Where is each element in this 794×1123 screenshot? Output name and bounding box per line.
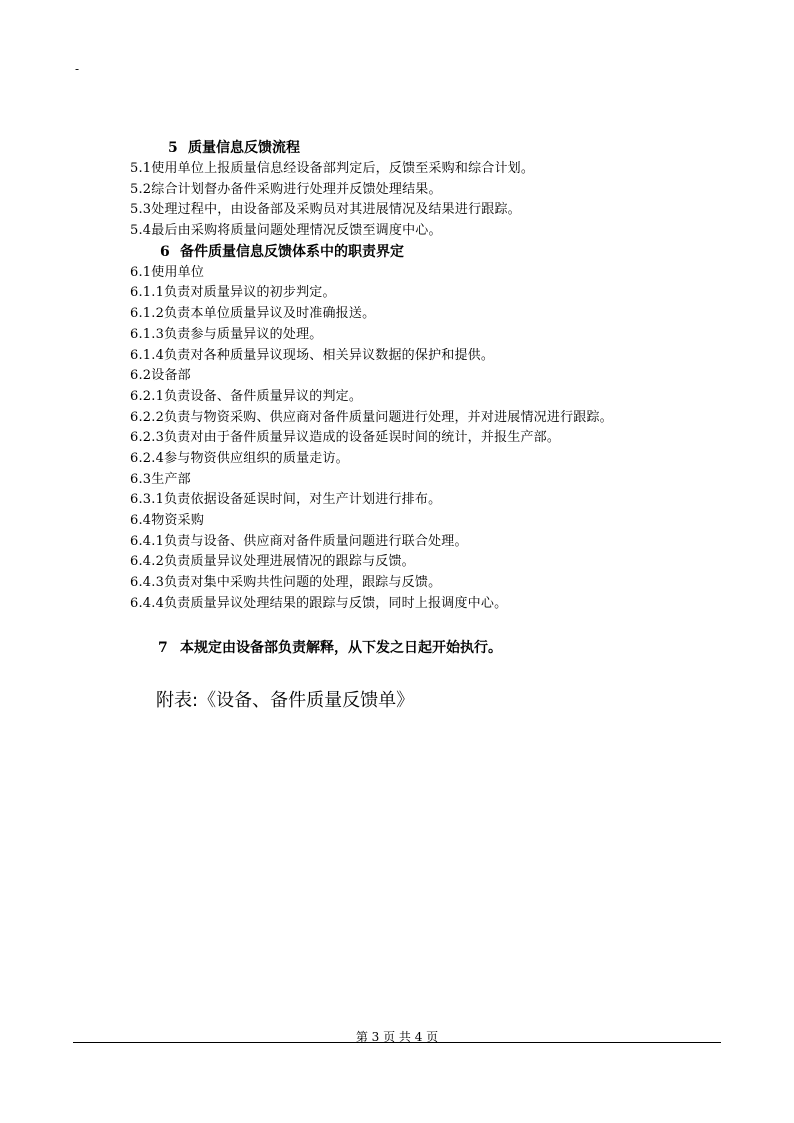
section-6-list <box>130 263 730 615</box>
list-item: 6.1.4负责对各种质量异议现场、相关异议数据的保护和提供。 <box>130 347 495 363</box>
list-item: 5.3处理过程中，由设备部及采购员对其进展情况及结果进行跟踪。 <box>130 202 521 218</box>
appendix-reference: 附表:《设备、备件质量反馈单》 <box>156 690 415 711</box>
section-number: 7 <box>158 640 168 656</box>
page-mark: - <box>75 62 80 76</box>
page-number-footer: 第 3 页 共 4 页 <box>355 1030 439 1044</box>
section-title: 备件质量信息反馈体系中的职责界定 <box>180 243 404 260</box>
list-item: 6.4.3负责对集中采购共性问题的处理，跟踪与反馈。 <box>130 575 442 591</box>
list-item: 5.4最后由采购将质量问题处理情况反馈至调度中心。 <box>130 223 442 239</box>
section-5-heading <box>130 138 730 159</box>
section-title: 质量信息反馈流程 <box>188 140 300 156</box>
list-item: 6.3.1负责依据设备延误时间，对生产计划进行排布。 <box>130 492 442 508</box>
list-item: 6.4.1负责与设备、供应商对备件质量问题进行联合处理。 <box>130 533 468 549</box>
list-item: 6.4物资采购 <box>130 513 205 528</box>
list-item: 6.2.1负责设备、备件质量异议的判定。 <box>130 388 363 404</box>
list-item: 6.2设备部 <box>130 368 191 384</box>
list-item: 6.1.3负责参与质量异议的处理。 <box>130 326 323 342</box>
section-number: 5 <box>168 140 178 156</box>
list-item: 6.2.3负责对由于备件质量异议造成的设备延误时间的统计，并报生产部。 <box>130 430 561 446</box>
list-item: 6.4.4负责质量异议处理结果的跟踪与反馈，同时上报调度中心。 <box>130 595 508 611</box>
list-item: 6.3生产部 <box>130 471 191 487</box>
list-item: 6.1使用单位 <box>130 264 205 280</box>
list-item: 5.2综合计划督办备件采购进行处理并反馈处理结果。 <box>130 181 442 197</box>
list-item: 6.1.1负责对质量异议的初步判定。 <box>130 285 336 301</box>
list-item: 6.4.2负责质量异议处理进展情况的跟踪与反馈。 <box>130 554 415 570</box>
section-title: 本规定由设备部负责解释，从下发之日起开始执行。 <box>180 640 502 656</box>
document-body <box>130 138 730 614</box>
section-number: 6 <box>160 243 170 260</box>
section-5-list <box>130 159 730 242</box>
footer-divider <box>73 1042 721 1043</box>
list-item: 6.2.4参与物资供应组织的质量走访。 <box>130 450 349 466</box>
section-6-heading <box>130 242 730 263</box>
list-item: 6.1.2负责本单位质量异议及时准确报送。 <box>130 306 376 322</box>
list-item: 6.2.2负责与物资采购、供应商对备件质量问题进行处理，并对进展情况进行跟踪。 <box>130 409 613 425</box>
section-7-heading <box>158 637 502 657</box>
list-item: 5.1使用单位上报质量信息经设备部判定后，反馈至采购和综合计划。 <box>130 161 535 176</box>
